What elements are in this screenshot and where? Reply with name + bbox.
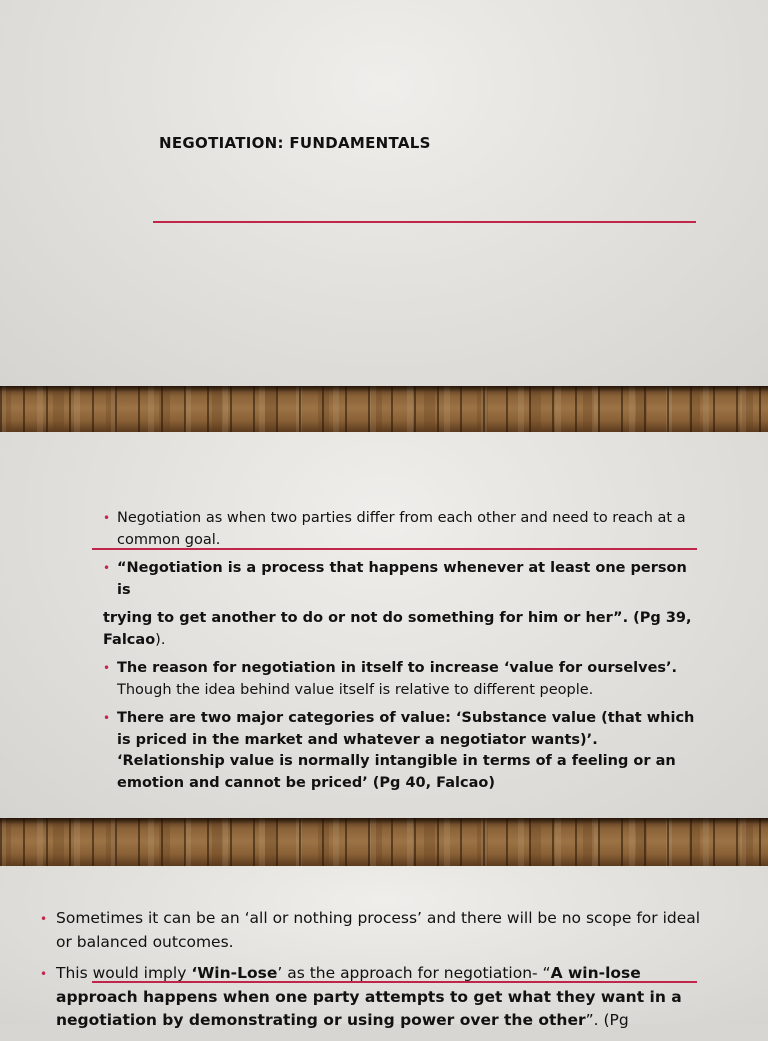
list-item: • There are two major categories of value: ‘Substance value (that which is priced in the market and whatever a negotiator wants)’. ‘Relationship value is normally intangible in terms of a feeling or an emotion and cannot be priced’ (Pg 40, Falcao) <box>103 710 695 791</box>
bullet-icon: • <box>40 912 48 926</box>
bullet-icon: • <box>103 711 111 725</box>
list-item: • This would imply ‘Win-Lose’ as the approach for negotiation- “A win-lose approach happens when one party attempts to get what they want in a negotiation by demonstrating or using power over the other”. (Pg <box>40 964 682 1029</box>
list-item: • Negotiation as when two parties differ from each other and need to reach at a common goal. <box>103 510 686 548</box>
slide-1 <box>0 0 768 386</box>
wood-floor-divider <box>0 386 768 432</box>
title-divider <box>153 221 696 223</box>
bullet-icon: • <box>103 661 111 675</box>
bullet-icon: • <box>40 967 48 981</box>
continuation-text: trying to get another to do or not do something for him or her”. (Pg 39, Falcao). <box>103 610 692 648</box>
slide-3-bullets <box>40 907 720 1041</box>
slide-2-bullets <box>103 508 703 801</box>
list-item: • Sometimes it can be an ‘all or nothing process’ and there will be no scope for ideal or balanced outcomes. <box>40 909 701 951</box>
bullet-icon: • <box>103 511 111 525</box>
list-item: • “Negotiation is a process that happens whenever at least one person is <box>103 560 687 598</box>
wood-floor-divider <box>0 818 768 866</box>
slide-title: NEGOTIATION: FUNDAMENTALS <box>159 134 431 152</box>
list-item: • The reason for negotiation in itself to increase ‘value for ourselves’. Though the idea behind value itself is relative to different people. <box>103 660 678 698</box>
bullet-icon: • <box>103 561 111 575</box>
